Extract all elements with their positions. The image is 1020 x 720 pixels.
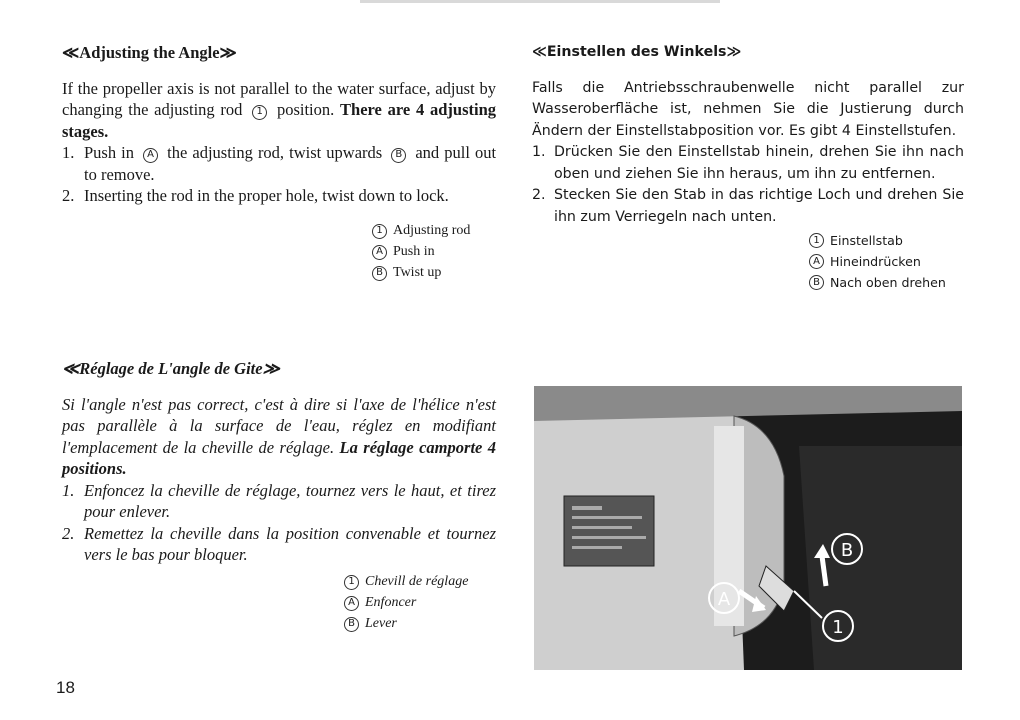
callout-1-icon: 1 — [252, 105, 267, 120]
german-step-1 — [532, 142, 964, 185]
callout-a-icon: A — [344, 596, 359, 611]
legend-row — [809, 272, 964, 293]
legend-row — [372, 263, 496, 284]
step-text: Push in — [84, 143, 134, 162]
french-intro-bold: La réglage camporte 4 positions. — [62, 437, 497, 478]
callout-b-icon: B — [809, 275, 824, 290]
callout-b-icon: B — [344, 617, 359, 632]
legend-row — [344, 593, 496, 614]
english-intro-start: If the propeller axis is not parallel to the water surface, adjust by changing the adjusting rod — [62, 78, 496, 119]
callout-a-icon: A — [809, 254, 824, 269]
english-heading: ≪Adjusting the Angle≫ — [62, 43, 237, 62]
legend-row — [372, 221, 496, 242]
french-intro — [62, 394, 496, 480]
english-intro-bold: There are 4 adjusting stages. — [62, 100, 497, 141]
legend-row — [344, 572, 496, 593]
german-section — [532, 42, 964, 293]
legend-row — [372, 242, 496, 263]
callout-1-icon: 1 — [809, 233, 824, 248]
step-text: Enfoncez la cheville de réglage, tournez vers le haut, et tirez pour enlever. — [84, 480, 496, 521]
page-number: 18 — [56, 678, 75, 697]
callout-b-icon: B — [372, 266, 387, 281]
english-step-1 — [62, 142, 496, 185]
callout-b-icon: B — [391, 148, 406, 163]
step-text: and pull out to remove. — [84, 143, 497, 184]
english-intro — [62, 78, 496, 143]
german-steps — [532, 142, 964, 228]
legend-label: Lever — [365, 616, 397, 632]
step-text: Inserting the rod in the proper hole, twist down to lock. — [84, 186, 449, 205]
german-intro: Falls die Antriebsschraubenwelle nicht parallel zur Wasseroberfläche ist, nehmen Sie die Justierung durch Ändern der Einstellstabposition vor. Es gibt 4 Einstellstufen. — [532, 79, 964, 139]
french-step-1 — [62, 480, 496, 523]
french-steps — [62, 480, 496, 566]
step-number: 2. — [62, 523, 75, 543]
legend-label: Adjusting rod — [393, 223, 471, 239]
english-legend — [372, 221, 496, 284]
step-text: Drücken Sie den Einstellstab hinein, drehen Sie ihn nach oben und ziehen Sie ihn heraus, um ihn zu entfernen. — [554, 144, 964, 182]
legend-label: Enfoncer — [365, 595, 417, 611]
legend-row — [809, 251, 964, 272]
step-number: 1. — [532, 144, 546, 160]
legend-label: Hineindrücken — [830, 253, 921, 269]
english-intro-end: position. — [276, 100, 335, 119]
step-number: 2. — [62, 186, 75, 205]
german-heading: ≪Einstellen des Winkels≫ — [532, 44, 742, 60]
french-intro-text: Si l'angle n'est pas correct, c'est à dire si l'axe de l'hélice n'est pas parallèle à la surface de l'eau, réglez en modifiant l'emplacement de la cheville de réglage. — [62, 394, 496, 457]
english-section — [62, 42, 496, 284]
legend-label: Push in — [393, 244, 435, 260]
callout-1-icon: 1 — [372, 224, 387, 239]
french-legend — [344, 572, 496, 635]
callout-b-label: B — [840, 540, 854, 561]
legend-label: Nach oben drehen — [830, 274, 946, 290]
top-rule — [360, 0, 720, 3]
callout-1-icon: 1 — [344, 575, 359, 590]
step-number: 2. — [532, 187, 546, 203]
legend-label: Chevill de réglage — [365, 574, 469, 590]
legend-label: Einstellstab — [830, 232, 903, 248]
french-heading: ≪Réglage de L'angle de Gite≫ — [62, 359, 280, 378]
step-text: Stecken Sie den Stab in das richtige Loch und drehen Sie ihn zum Verriegeln nach unten. — [554, 187, 964, 225]
german-step-2 — [532, 185, 964, 228]
french-step-2 — [62, 523, 496, 566]
legend-row — [809, 230, 964, 251]
callout-1-label: 1 — [832, 617, 844, 638]
english-steps — [62, 142, 496, 207]
legend-label: Twist up — [393, 265, 442, 281]
callout-a-icon: A — [143, 148, 158, 163]
step-text: Remettez la cheville dans la position convenable et tournez vers le bas pour bloquer. — [84, 523, 496, 564]
english-step-2 — [62, 185, 496, 207]
step-number: 1. — [62, 143, 75, 162]
outboard-motor-photo — [534, 386, 962, 670]
callout-a-label: A — [717, 589, 731, 610]
german-legend — [809, 230, 964, 293]
french-section — [62, 358, 496, 635]
step-text: the adjusting rod, twist upwards — [167, 143, 383, 162]
legend-row — [344, 614, 496, 635]
step-number: 1. — [62, 480, 75, 500]
callout-a-icon: A — [372, 245, 387, 260]
